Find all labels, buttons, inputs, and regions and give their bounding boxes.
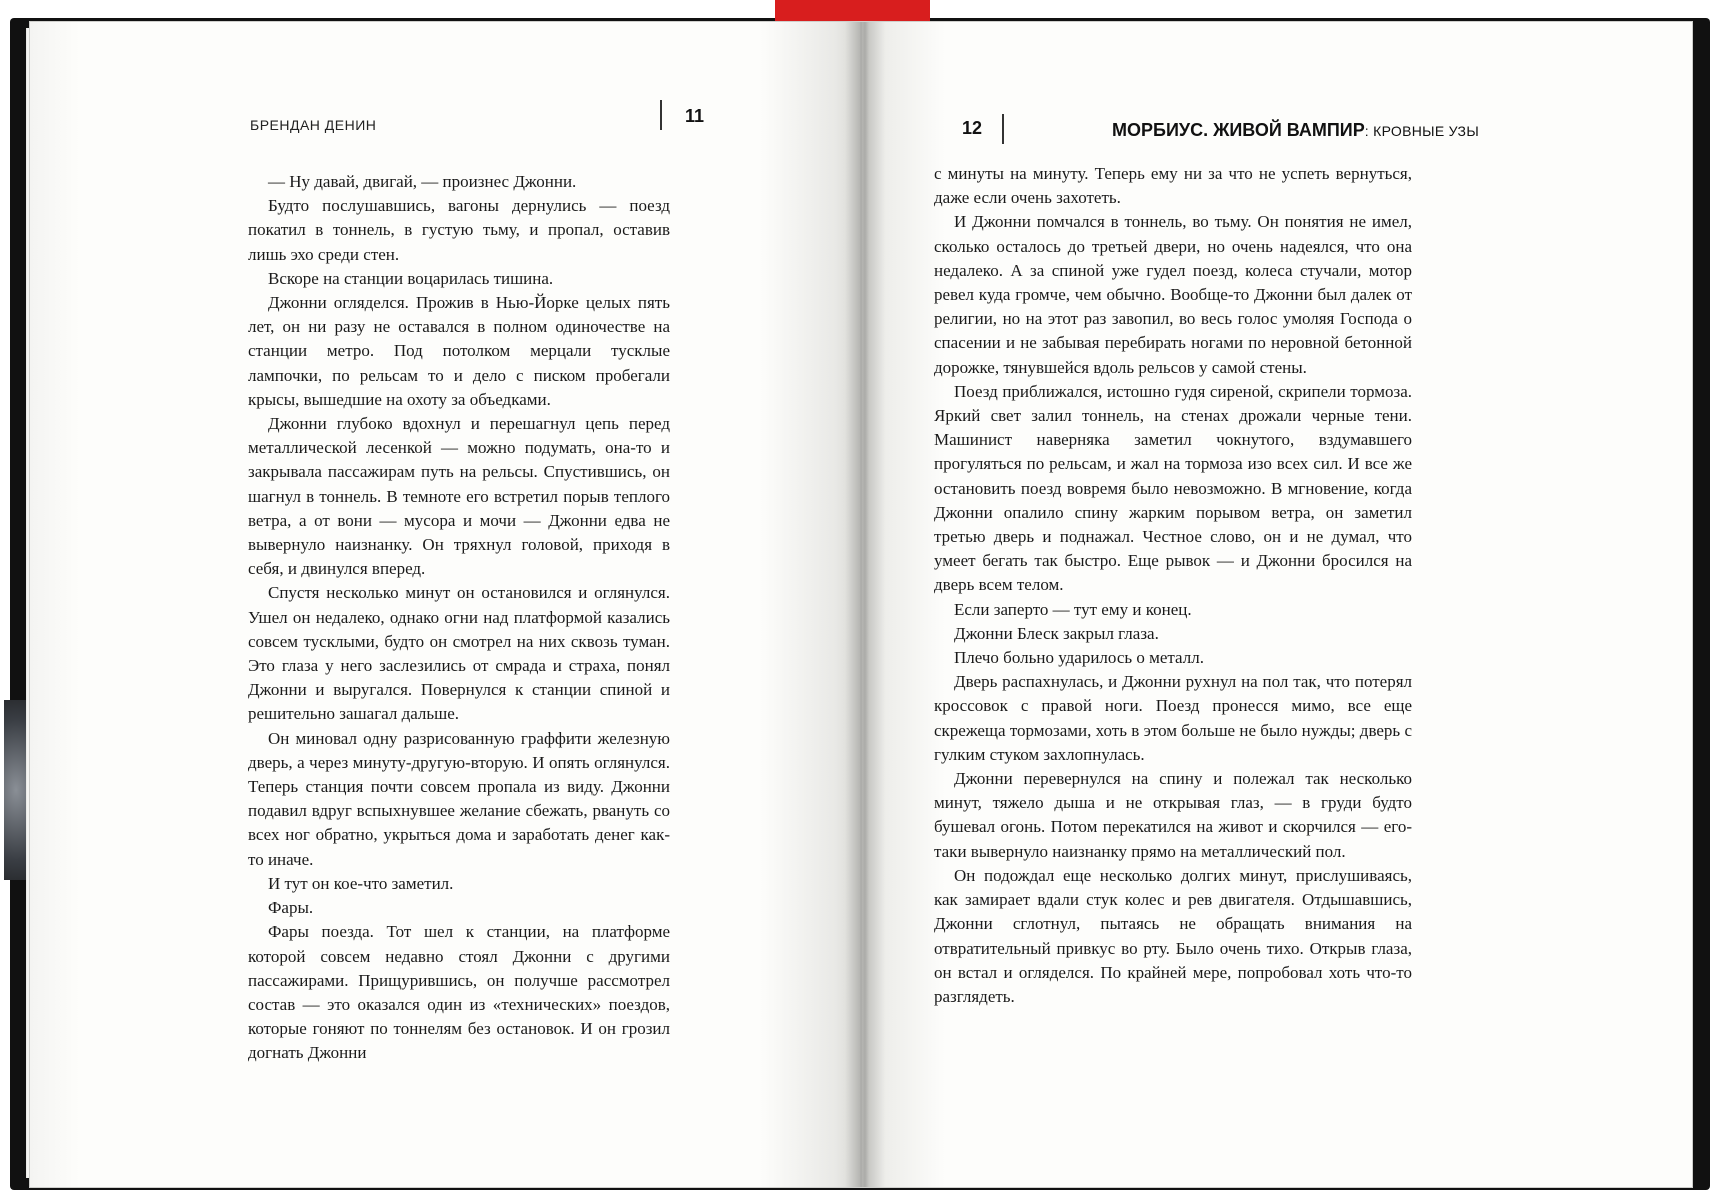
page-number: 11	[685, 106, 705, 126]
book-subtitle: : КРОВНЫЕ УЗЫ	[1364, 123, 1480, 139]
paragraph: Будто послушавшись, вагоны дернулись — поезд покатил в тоннель, в густую тьму, и пропал, оставив лишь эхо среди стен.	[248, 196, 670, 264]
running-head-title	[1112, 120, 1479, 141]
paragraph: Он миновал одну разрисованную граффити железную дверь, а через минуту-другую-вторую. И опять оглянулся. Теперь станция почти совсем пропала из виду. Джонни подавил вдруг вспыхнувшее желание сбежать, рвануть со всех ног обратно, укрыться дома и заработать денег как-то иначе.	[248, 728, 670, 869]
paragraph: с минуты на минуту. Теперь ему ни за что не успеть вернуться, даже если очень захотеть.	[934, 164, 1412, 208]
paragraph: И Джонни помчался в тоннель, во тьму. Он понятия не имел, сколько осталось до третьей двери, но очень надеялся, что она недалеко. А за спиной уже гудел поезд, колеса стучали, мотор ревел куда громче, чем обычно. Вообще-то Джонни был далек от религии, но на этот раз завопил, во весь голос умоляя Господа о спасении и не забывая перебирать ногами по неровной бетонной дорожке, тянувшейся вдоль рельсов у самой стены.	[934, 212, 1412, 377]
paragraph: Если заперто — тут ему и конец.	[954, 599, 1192, 619]
paragraph: Поезд приближался, истошно гудя сиреной, скрипели тормоза. Яркий свет залил тоннель, на стенах дрожали черные тени. Машинист наверняка заметил чокнутого, вздумавшего прогуляться по рельсам, и жал на тормоза изо всех сил. И все же остановить поезд вовремя было невозможно. В мгновение, когда Джонни опалило спину жарким порывом ветра, он заметил третью дверь и поднажал. Честное слово, он и не думал, что умеет бегать так быстро. Еще рывок — и Джонни бросился на дверь всем телом.	[934, 381, 1412, 595]
paragraph: Вскоре на станции воцарилась тишина.	[268, 268, 554, 288]
paragraph: — Ну давай, двигай, — произнес Джонни.	[268, 172, 577, 191]
paragraph: Фары.	[268, 898, 314, 918]
running-head-author: БРЕНДАН ДЕНИН	[250, 117, 377, 133]
gutter-shadow	[845, 22, 885, 1187]
page-number: 12	[962, 118, 983, 138]
paragraph: Фары поезда. Тот шел к станции, на платформе которой совсем недавно стоял Джонни с другими пассажирами. Прищурившись, он получше рассмотрел состав — это оказался один из «технических» поездов, которые гоняют по тоннелям без остановок. И он грозил догнать Джонни	[248, 922, 670, 1063]
book-title: МОРБИУС. ЖИВОЙ ВАМПИР	[1112, 120, 1365, 140]
paragraph: Джонни Блеск закрыл глаза.	[954, 623, 1159, 643]
paragraph: Джонни перевернулся на спину и полежал так несколько минут, тяжело дыша и не открывая глаз, — в груди будто бушевал огонь. Потом перекатился на живот и скорчился — его-таки вывернуло наизнанку прямо на металлический пол.	[934, 769, 1412, 861]
left-page	[30, 22, 860, 1187]
right-page-body	[934, 162, 1412, 1009]
paragraph: Он подождал еще несколько долгих минут, прислушиваясь, как замирает вдали стук колес и рев двигателя. Отдышавшись, Джонни сглотнул, пытаясь не обращать внимания на отвратительный привкус во рту. Было очень тихо. Открыв глаза, он встал и огляделся. По крайней мере, попробовал хоть что-то разглядеть.	[934, 865, 1412, 1006]
paragraph: Дверь распахнулась, и Джонни рухнул на пол так, что потерял кроссовок с правой ноги. Поезд пронесся мимо, все еще скрежеща тормозами, хоть в этом больше не было нужды; дверь с гулким стуком захлопнулась.	[934, 672, 1412, 764]
paragraph: Джонни глубоко вдохнул и перешагнул цепь перед металлической лесенкой — можно подумать, она-то и закрывала пассажирам путь на рельсы. Спустившись, он шагнул в тоннель. В темноте его встретил порыв теплого ветра, а от вони — мусора и мочи — Джонни едва не вывернуло наизнанку. Он тряхнул головой, приходя в себя, и двинулся вперед.	[248, 414, 670, 579]
right-page	[862, 22, 1692, 1187]
header-divider	[660, 100, 662, 130]
left-page-body	[248, 170, 670, 1066]
header-divider	[1002, 114, 1004, 144]
paragraph: Спустя несколько минут он остановился и оглянулся. Ушел он недалеко, однако огни над платформой казались совсем тусклыми, будто он смотрел на них сквозь туман. Это глаза у него заслезились от смрада и страха, понял Джонни и выругался. Повернулся к станции спиной и решительно зашагал дальше.	[248, 583, 670, 724]
paragraph: Плечо больно ударилось о металл.	[954, 648, 1204, 668]
paragraph: Джонни огляделся. Прожив в Нью-Йорке целых пять лет, он ни разу не оставался в полном одиночестве на станции метро. Под потолком мерцали тусклые лампочки, по рельсам то и дело с писком пробегали крысы, вышедшие на охоту за объедками.	[248, 293, 670, 409]
paragraph: И тут он кое-что заметил.	[268, 873, 454, 893]
